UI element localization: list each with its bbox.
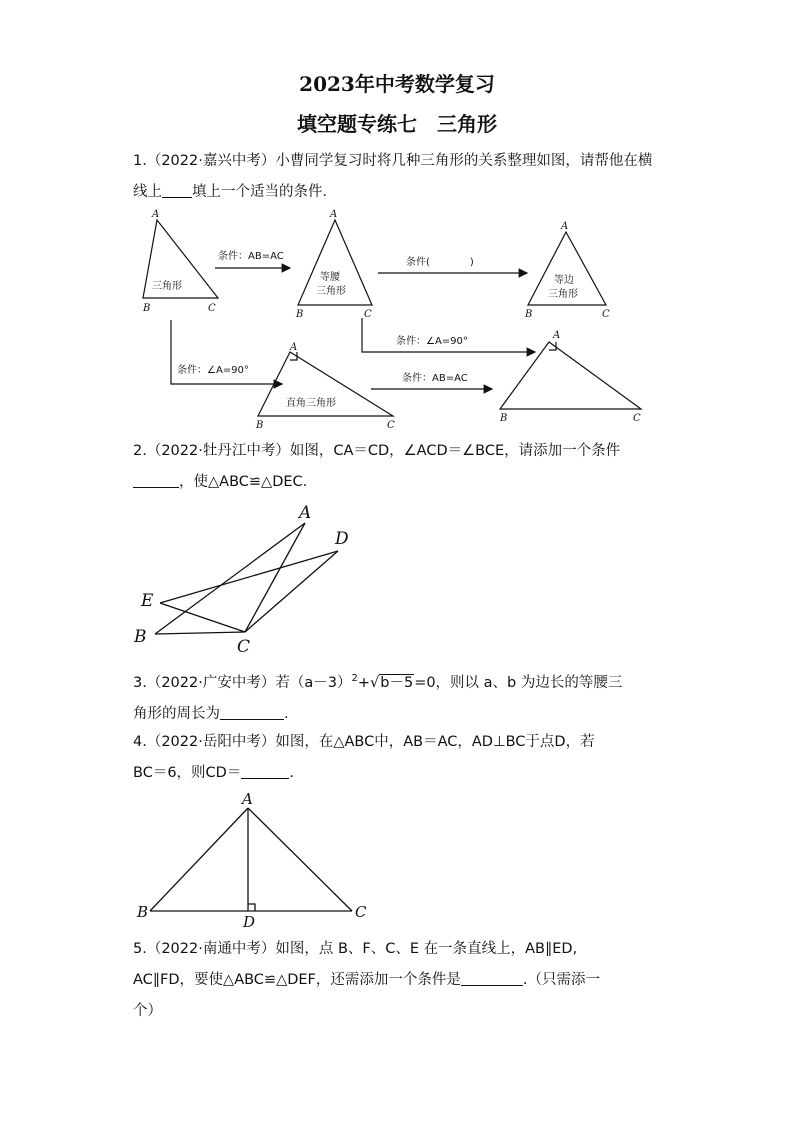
q2-text-2: ，使△ABC≌△DEC. [179,474,308,490]
q4-label-b: B [137,903,149,921]
q1-label-c4: C [387,420,395,431]
q4-text-1: 4.（2022·岳阳中考）如图，在△ABC中，AB＝AC，AD⊥BC于点D，若 [133,734,595,750]
arrow-5-label: 条件：AB=AC [402,373,468,384]
q3-exponent: 2 [351,673,358,684]
tri-equi-text-1: 等边 [554,275,574,286]
q3-text-3: 角形的周长为 [133,705,220,722]
tri-iso-text-2: 三角形 [316,286,346,297]
q4-right-angle-mark [248,904,255,911]
q3-radical: √b－5 [370,674,414,691]
q2-text-1: 2.（2022·牡丹江中考）如图，CA＝CD，∠ACD＝∠BCE，请添加一个条件 [133,443,621,459]
q1-label-a4: A [290,342,298,353]
arrow-2-label: 条件( ) [406,257,474,268]
q5-text-1: 5.（2022·南通中考）如图，点 B、F、C、E 在一条直线上，AB∥ED, [133,941,578,957]
tri-iso-text-1: 等腰 [320,272,340,283]
q4-label-d: D [243,913,256,931]
q4-text-3: . [289,765,294,781]
q1-label-b3: B [525,309,533,320]
page-title: 2023年中考数学复习 [299,72,495,96]
q3-text-4: . [284,705,289,722]
arrow-4-label: 条件：∠A=90° [177,365,249,376]
q4-text-2: BC＝6，则CD＝ [133,765,242,781]
q2-label-d: D [335,529,349,549]
q1-label-b1: B [143,303,151,314]
q3-text-2: =0，则以 a、b 为边长的等腰三 [414,674,623,691]
q1-label-b2: B [296,309,304,320]
q1-text: 1.（2022·嘉兴中考）小曹同学复习时将几种三角形的关系整理如图，请帮他在横线上 [133,153,653,200]
q4-label-c: C [355,903,367,921]
q3-text-1: 3.（2022·广安中考）若（a－3） [133,674,352,691]
arrow-1-label: 条件：AB=AC [218,251,284,262]
q5-text-4: 个） [133,1003,162,1019]
q1-label-c2: C [364,309,372,320]
q2-label-b: B [134,627,147,647]
q4-label-a: A [242,790,253,808]
q5-text-3: .（只需添一 [522,972,601,988]
arrow-3-label: 条件：∠A=90° [396,336,468,347]
page-subtitle: 填空题专练七 三角形 [297,112,497,136]
q2-label-e: E [141,591,154,611]
q2-label-a: A [299,503,312,523]
q1-label-a2: A [330,209,338,220]
q1-label-c5: C [633,413,641,424]
q4-line-ab [150,808,248,911]
q1-label-c1: C [208,303,216,314]
q1-text-end: 填上一个适当的条件． [192,184,337,200]
q1-label-b5: B [500,413,508,424]
tri-general-text: 三角形 [152,281,182,292]
q1-label-a5: A [553,330,561,341]
q5-blank [461,971,523,987]
tri-right-text: 直角三角形 [286,398,336,409]
q2-label-c: C [237,637,251,657]
q1-label-a1: A [152,209,160,220]
question-5 [133,934,663,1027]
q4-line-ac [248,808,352,911]
tri-equi-text-2: 三角形 [548,289,578,300]
q3-radicand: b－5 [380,674,414,691]
q1-label-a3: A [561,221,569,232]
q5-text-2: AC∥FD，要使△ABC≌△DEF，还需添加一个条件是 [133,972,461,988]
q1-label-b4: B [256,420,264,431]
q3-plus: + [357,674,370,691]
q1-label-c3: C [602,309,610,320]
